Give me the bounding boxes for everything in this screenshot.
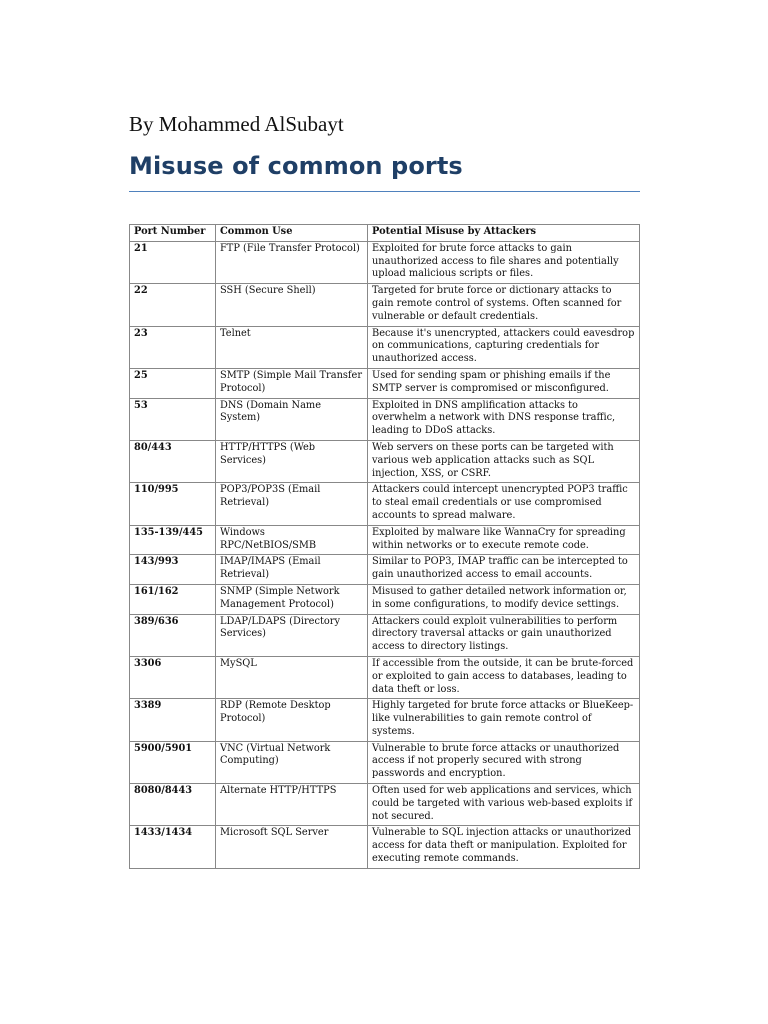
port-number-cell: 161/162	[130, 584, 216, 614]
common-use-cell: SNMP (Simple Network Management Protocol)	[216, 584, 368, 614]
port-number-cell: 23	[130, 326, 216, 368]
misuse-cell: Web servers on these ports can be targeted with various web application attacks such as SQL injection, XSS, or CSRF.	[368, 440, 640, 482]
port-number-cell: 3306	[130, 656, 216, 698]
table-row	[130, 699, 640, 741]
common-use-cell: MySQL	[216, 656, 368, 698]
table-row	[130, 741, 640, 783]
port-number-cell: 21	[130, 241, 216, 283]
misuse-cell: Attackers could intercept unencrypted POP3 traffic to steal email credentials or use compromised accounts to spread malware.	[368, 483, 640, 525]
port-number-cell: 5900/5901	[130, 741, 216, 783]
table-row	[130, 241, 640, 283]
port-number-cell: 1433/1434	[130, 826, 216, 868]
page-title: Misuse of common ports	[129, 152, 463, 180]
port-number-cell: 3389	[130, 699, 216, 741]
port-number-cell: 80/443	[130, 440, 216, 482]
header-potential-misuse: Potential Misuse by Attackers	[368, 225, 640, 242]
port-number-cell: 22	[130, 284, 216, 326]
misuse-cell: Exploited in DNS amplification attacks to overwhelm a network with DNS response traffic, leading to DDoS attacks.	[368, 398, 640, 440]
common-use-cell: IMAP/IMAPS (Email Retrieval)	[216, 555, 368, 585]
table-row	[130, 440, 640, 482]
misuse-cell: Misused to gather detailed network information or, in some configurations, to modify device settings.	[368, 584, 640, 614]
common-use-cell: Telnet	[216, 326, 368, 368]
misuse-cell: Because it's unencrypted, attackers could eavesdrop on communications, capturing credentials for unauthorized access.	[368, 326, 640, 368]
table-row	[130, 326, 640, 368]
misuse-cell: Often used for web applications and services, which could be targeted with various web-based exploits if not secured.	[368, 784, 640, 826]
port-number-cell: 25	[130, 368, 216, 398]
port-number-cell: 110/995	[130, 483, 216, 525]
table-row	[130, 584, 640, 614]
common-use-cell: DNS (Domain Name System)	[216, 398, 368, 440]
misuse-cell: Used for sending spam or phishing emails if the SMTP server is compromised or misconfigured.	[368, 368, 640, 398]
misuse-cell: Attackers could exploit vulnerabilities to perform directory traversal attacks or gain unauthorized access to directory listings.	[368, 614, 640, 656]
table-row	[130, 614, 640, 656]
table-row	[130, 656, 640, 698]
misuse-cell: Exploited for brute force attacks to gain unauthorized access to file shares and potentially upload malicious scripts or files.	[368, 241, 640, 283]
port-number-cell: 53	[130, 398, 216, 440]
common-use-cell: SMTP (Simple Mail Transfer Protocol)	[216, 368, 368, 398]
port-number-cell: 8080/8443	[130, 784, 216, 826]
misuse-cell: If accessible from the outside, it can be brute-forced or exploited to gain access to databases, leading to data theft or loss.	[368, 656, 640, 698]
common-use-cell: Alternate HTTP/HTTPS	[216, 784, 368, 826]
common-use-cell: RDP (Remote Desktop Protocol)	[216, 699, 368, 741]
misuse-cell: Similar to POP3, IMAP traffic can be intercepted to gain unauthorized access to email accounts.	[368, 555, 640, 585]
common-use-cell: Windows RPC/NetBIOS/SMB	[216, 525, 368, 555]
ports-table	[129, 224, 640, 869]
table-row	[130, 525, 640, 555]
common-use-cell: Microsoft SQL Server	[216, 826, 368, 868]
port-number-cell: 135-139/445	[130, 525, 216, 555]
common-use-cell: VNC (Virtual Network Computing)	[216, 741, 368, 783]
header-port-number: Port Number	[130, 225, 216, 242]
table-row	[130, 284, 640, 326]
misuse-cell: Exploited by malware like WannaCry for spreading within networks or to execute remote code.	[368, 525, 640, 555]
misuse-cell: Targeted for brute force or dictionary attacks to gain remote control of systems. Often scanned for vulnerable or default credentials.	[368, 284, 640, 326]
table-row	[130, 784, 640, 826]
table-row	[130, 483, 640, 525]
misuse-cell: Vulnerable to SQL injection attacks or unauthorized access for data theft or manipulation. Exploited for executing remote commands.	[368, 826, 640, 868]
misuse-cell: Vulnerable to brute force attacks or unauthorized access if not properly secured with strong passwords and encryption.	[368, 741, 640, 783]
header-common-use: Common Use	[216, 225, 368, 242]
table-row	[130, 826, 640, 868]
common-use-cell: SSH (Secure Shell)	[216, 284, 368, 326]
common-use-cell: HTTP/HTTPS (Web Services)	[216, 440, 368, 482]
author-line: By Mohammed AlSubayt	[129, 112, 344, 136]
table-header-row	[130, 225, 640, 242]
common-use-cell: LDAP/LDAPS (Directory Services)	[216, 614, 368, 656]
common-use-cell: FTP (File Transfer Protocol)	[216, 241, 368, 283]
port-number-cell: 389/636	[130, 614, 216, 656]
title-underline	[129, 191, 640, 192]
common-use-cell: POP3/POP3S (Email Retrieval)	[216, 483, 368, 525]
misuse-cell: Highly targeted for brute force attacks or BlueKeep-like vulnerabilities to gain remote control of systems.	[368, 699, 640, 741]
ports-table-body	[130, 241, 640, 868]
port-number-cell: 143/993	[130, 555, 216, 585]
table-row	[130, 368, 640, 398]
table-row	[130, 555, 640, 585]
table-row	[130, 398, 640, 440]
